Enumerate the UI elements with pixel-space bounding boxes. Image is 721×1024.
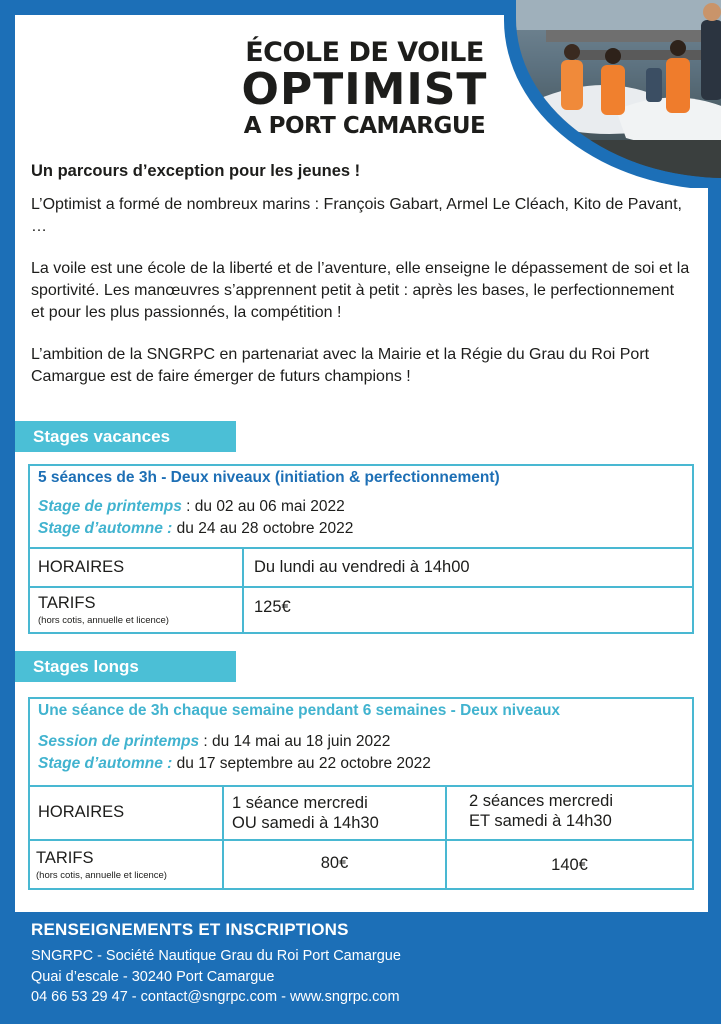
stages-longs-tag: Stages longs bbox=[15, 651, 236, 682]
long-horaires-option2-cell bbox=[445, 785, 694, 841]
long-tarifs-label: TARIFS bbox=[36, 849, 94, 867]
horaires-label: HORAIRES bbox=[38, 558, 125, 576]
title-line-1: ÉCOLE DE VOILE bbox=[245, 37, 484, 68]
horaires-value: Du lundi au vendredi à 14h00 bbox=[254, 558, 470, 576]
stages-vacances-headline: 5 séances de 3h - Deux niveaux (initiation & perfectionnement) bbox=[38, 469, 500, 486]
session-spring-label: Stage de printemps bbox=[38, 498, 182, 515]
contact-footer bbox=[31, 920, 401, 1008]
horaires-label-cell bbox=[28, 547, 244, 588]
long-session-spring-sep: : bbox=[199, 733, 212, 750]
long-horaires-label-cell bbox=[28, 785, 224, 841]
session-autumn-label: Stage d’automne : bbox=[38, 520, 173, 537]
long-tarifs-option1-cell bbox=[222, 839, 447, 890]
long-tarifs-option2-cell bbox=[445, 839, 694, 890]
long-horaires-option1-cell bbox=[222, 785, 447, 841]
long-session-spring-dates: du 14 mai au 18 juin 2022 bbox=[212, 733, 391, 750]
footer-line-2: Quai d’escale - 30240 Port Camargue bbox=[31, 968, 275, 985]
footer-contact-line[interactable]: 04 66 53 29 47 - contact@sngrpc.com - www.sngrpc.com bbox=[31, 989, 400, 1005]
footer-line-1: SNGRPC - Société Nautique Grau du Roi Port Camargue bbox=[31, 948, 401, 964]
long-horaires-option1-line2: OU samedi à 14h30 bbox=[232, 814, 379, 832]
tarifs-value: 125€ bbox=[254, 598, 291, 616]
long-horaires-option2-line2: ET samedi à 14h30 bbox=[469, 812, 612, 830]
long-session-autumn-label: Stage d’automne : bbox=[38, 755, 173, 772]
session-spring-dates: du 02 au 06 mai 2022 bbox=[194, 498, 345, 515]
long-session-spring-label: Session de printemps bbox=[38, 733, 200, 750]
intro-paragraph-3: L’ambition de la SNGRPC en partenariat avec la Mairie et la Régie du Grau du Roi Port Camargue est de faire émerger de futurs champions ! bbox=[31, 346, 650, 385]
tarifs-label: TARIFS bbox=[38, 594, 96, 612]
page-title bbox=[222, 38, 507, 140]
long-horaires-label: HORAIRES bbox=[38, 803, 125, 821]
stages-vacances-tag: Stages vacances bbox=[15, 421, 236, 452]
intro-heading: Un parcours d’exception pour les jeunes ! bbox=[31, 162, 361, 180]
long-tarifs-label-cell bbox=[28, 839, 224, 890]
tarifs-value-cell bbox=[242, 586, 694, 634]
session-autumn bbox=[38, 520, 353, 538]
long-tarifs-note: (hors cotis, annuelle et licence) bbox=[36, 870, 167, 881]
tarifs-label-cell bbox=[28, 586, 244, 634]
long-horaires-option1-line1: 1 séance mercredi bbox=[232, 794, 368, 812]
long-session-autumn bbox=[38, 755, 431, 773]
footer-heading: RENSEIGNEMENTS ET INSCRIPTIONS bbox=[31, 920, 349, 939]
title-line-3: A PORT CAMARGUE bbox=[243, 113, 486, 139]
tarifs-note: (hors cotis, annuelle et licence) bbox=[38, 615, 169, 626]
session-spring bbox=[38, 498, 345, 516]
sailing-kids-photo bbox=[516, 0, 721, 178]
intro-paragraph-1: L’Optimist a formé de nombreux marins : François Gabart, Armel Le Cléach, Kito de Pavant, … bbox=[31, 196, 682, 235]
session-autumn-dates: du 24 au 28 octobre 2022 bbox=[172, 520, 354, 537]
long-horaires-option2-line1: 2 séances mercredi bbox=[469, 792, 613, 810]
long-tarifs-option1: 80€ bbox=[320, 854, 349, 872]
intro-section bbox=[31, 160, 691, 408]
session-spring-sep: : bbox=[181, 498, 195, 515]
horaires-value-cell bbox=[242, 547, 694, 588]
long-session-spring bbox=[38, 733, 390, 751]
long-tarifs-option2: 140€ bbox=[551, 856, 588, 874]
stages-longs-headline: Une séance de 3h chaque semaine pendant 6 semaines - Deux niveaux bbox=[38, 702, 561, 719]
long-session-autumn-dates: du 17 septembre au 22 octobre 2022 bbox=[172, 755, 431, 772]
intro-paragraph-2: La voile est une école de la liberté et de l’aventure, elle enseigne le dépassement de soi et la sportivité. Les manœuvres s’apprennent petit à petit : après les bases, le perfectionnement et pour les plus passionnés, la compétition ! bbox=[31, 260, 690, 321]
title-line-2: OPTIMIST bbox=[241, 64, 488, 115]
